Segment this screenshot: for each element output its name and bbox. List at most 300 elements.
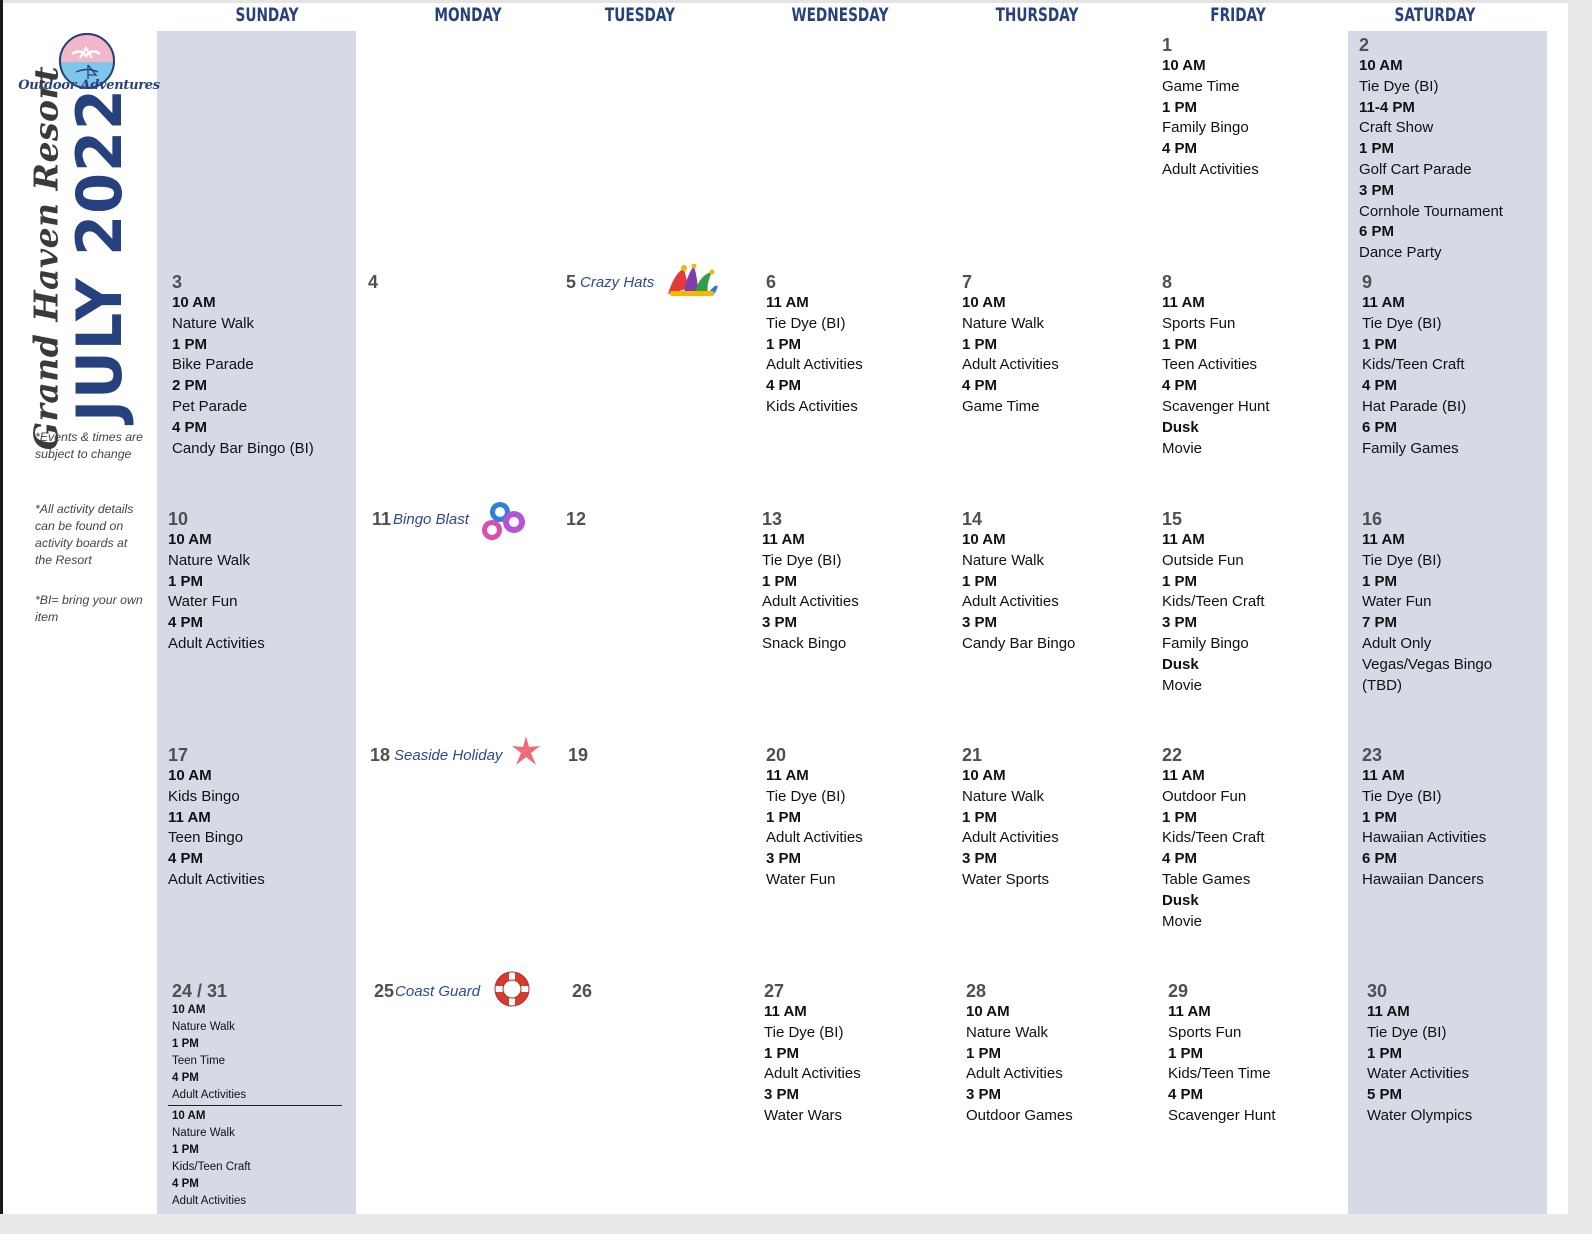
event	[762, 572, 957, 614]
theme-day-label: Crazy Hats	[580, 274, 655, 291]
event-name: Adult Activities	[766, 829, 863, 847]
note-activity-details: *All activity details can be found on activity boards at the Resort	[35, 502, 134, 567]
brand-name: Outdoor Adventures	[18, 78, 160, 93]
event	[1359, 139, 1554, 181]
event-time: 1 PM	[1362, 335, 1398, 353]
event-name: Family Bingo	[1162, 634, 1249, 652]
event-name: Adult Activities	[766, 356, 863, 374]
event-name: Pet Parade	[172, 397, 248, 415]
event	[1168, 1044, 1363, 1086]
event-name: Scavenger Hunt	[1168, 1106, 1276, 1124]
event	[1359, 98, 1554, 140]
event	[1162, 613, 1357, 655]
event-name: Adult Activities	[762, 593, 859, 611]
event-time: 1 PM	[762, 572, 798, 590]
event-name: Nature Walk	[172, 1021, 235, 1034]
event	[172, 335, 367, 377]
event-name: Sports Fun	[1162, 314, 1236, 332]
event	[1362, 766, 1557, 808]
event-time: 1 PM	[766, 808, 802, 826]
event-time: 1 PM	[766, 335, 802, 353]
event-name: Tie Dye (BI)	[1362, 551, 1442, 569]
event-time: 4 PM	[172, 418, 208, 436]
event-time: Dusk	[1162, 418, 1199, 436]
date-number: 16	[1362, 509, 1383, 529]
event-time: 6 PM	[1362, 418, 1398, 436]
event-time: 6 PM	[1362, 850, 1398, 868]
event	[1162, 572, 1357, 614]
event-name: Movie	[1162, 439, 1203, 457]
event	[168, 572, 363, 614]
event-time: 3 PM	[762, 614, 798, 632]
day-cell-21	[962, 746, 1157, 891]
event-name: Nature Walk	[962, 551, 1044, 569]
event-time: 11 AM	[766, 767, 809, 784]
event-name: Tie Dye (BI)	[1362, 787, 1442, 805]
day-cell-24-31	[172, 982, 367, 1210]
event-name: Family Games	[1362, 439, 1459, 457]
event-time: 4 PM	[172, 1072, 199, 1085]
event	[766, 293, 961, 335]
event	[1162, 418, 1357, 460]
date-number: 26	[572, 981, 593, 1001]
event-time: 10 AM	[1359, 57, 1403, 74]
event-time: 10 AM	[1162, 57, 1206, 74]
event-name: Outdoor Games	[966, 1106, 1073, 1124]
event-name: Water Activities	[1367, 1065, 1469, 1083]
day-cell-7	[962, 273, 1157, 418]
event-name: Teen Bingo	[168, 829, 244, 847]
date-number: 6	[766, 272, 777, 292]
event-name: Teen Time	[172, 1055, 226, 1068]
event-time: 1 PM	[966, 1044, 1002, 1062]
event-name: Nature Walk	[168, 551, 250, 569]
event	[762, 613, 957, 655]
day-cell-22	[1162, 746, 1357, 932]
event-name: Kids/Teen Craft	[1162, 829, 1265, 847]
event	[1162, 766, 1357, 808]
event-time: 1 PM	[168, 572, 204, 590]
event-time: 1 PM	[1162, 572, 1198, 590]
date-number: 9	[1362, 272, 1373, 292]
event-name: Kids Bingo	[168, 787, 240, 805]
date-number: 25	[374, 981, 395, 1001]
event-time: 10 AM	[168, 531, 212, 548]
date-number: 30	[1367, 981, 1388, 1001]
event-time: 3 PM	[766, 850, 802, 868]
event-time: 11 AM	[762, 531, 805, 548]
event-time: 11 AM	[1362, 531, 1405, 548]
event	[168, 613, 363, 655]
event	[172, 1176, 367, 1210]
header-monday: MONDAY	[434, 4, 502, 26]
event-name: Adult Activities	[172, 1195, 247, 1208]
event-time: 10 AM	[172, 294, 216, 311]
date-number: 22	[1162, 745, 1183, 765]
event-time: 7 PM	[1362, 614, 1398, 632]
event-time: 11 AM	[1362, 294, 1405, 311]
right-margin	[1568, 0, 1592, 1234]
jester-hat-icon	[664, 264, 720, 303]
day-cell-2	[1359, 36, 1554, 264]
event	[168, 766, 363, 808]
event	[1162, 849, 1357, 891]
event-time: 1 PM	[1362, 572, 1398, 590]
event-name: Water Sports	[962, 870, 1049, 888]
event	[962, 530, 1157, 572]
event	[1168, 1085, 1363, 1127]
date-number: 21	[962, 745, 983, 765]
event-name: Candy Bar Bingo	[962, 634, 1076, 652]
event-name: Kids/Teen Time	[1168, 1065, 1271, 1083]
day-cell-4	[368, 273, 563, 293]
date-number: 8	[1162, 272, 1173, 292]
event	[1162, 655, 1357, 697]
header-saturday: SATURDAY	[1394, 4, 1476, 26]
header-wednesday: WEDNESDAY	[791, 4, 889, 26]
event	[1362, 613, 1532, 696]
event-name: Adult Only Vegas/Vegas Bingo (TBD)	[1362, 634, 1493, 694]
day-cell-23	[1362, 746, 1557, 891]
header-tuesday: TUESDAY	[604, 4, 676, 26]
event-name: Nature Walk	[172, 314, 254, 332]
event-time: 10 AM	[962, 531, 1006, 548]
event-name: Craft Show	[1359, 119, 1434, 137]
event-time: Dusk	[1162, 891, 1199, 909]
event-time: 3 PM	[962, 614, 998, 632]
day-cell-28	[966, 982, 1161, 1127]
event-name: Outside Fun	[1162, 551, 1244, 569]
event	[1162, 139, 1357, 181]
left-border	[0, 0, 3, 1234]
event-time: 4 PM	[1362, 377, 1398, 395]
day-cell-6	[766, 273, 961, 418]
day-cell-10	[168, 510, 363, 655]
event-time: 3 PM	[1359, 181, 1395, 199]
event-time: 2 PM	[172, 377, 208, 395]
header-sunday: SUNDAY	[235, 4, 299, 26]
event	[962, 293, 1157, 335]
event-name: Adult Activities	[764, 1065, 861, 1083]
event	[168, 530, 363, 572]
week-divider-line	[168, 1105, 342, 1106]
event	[764, 1044, 959, 1086]
event-name: Cornhole Tournament	[1359, 202, 1503, 220]
event	[762, 530, 957, 572]
event	[766, 766, 961, 808]
event-name: Tie Dye (BI)	[1359, 77, 1439, 95]
event-time: 1 PM	[764, 1044, 800, 1062]
event	[172, 1036, 367, 1070]
event-time: 3 PM	[966, 1086, 1002, 1104]
note-subject-to-change: *Events & times are subject to change	[35, 430, 143, 461]
event-name: Family Bingo	[1162, 119, 1249, 137]
event	[168, 849, 363, 891]
event	[1367, 1002, 1562, 1044]
event	[1362, 335, 1557, 377]
event	[168, 808, 363, 850]
date-number: 4	[368, 272, 379, 292]
date-number: 27	[764, 981, 785, 1001]
event	[966, 1002, 1161, 1044]
event	[962, 613, 1157, 655]
event-name: Kids/Teen Craft	[1162, 593, 1265, 611]
day-cell-17	[168, 746, 363, 891]
event-time: 10 AM	[168, 767, 212, 784]
event-name: Adult Activities	[168, 634, 265, 652]
event	[1162, 293, 1357, 335]
event-time: 10 AM	[962, 767, 1006, 784]
event	[1162, 891, 1357, 933]
starfish-icon	[510, 734, 542, 773]
date-number: 2	[1359, 35, 1370, 55]
event-time: 1 PM	[1162, 808, 1198, 826]
event-time: 1 PM	[1362, 808, 1398, 826]
event-time: 11 AM	[1367, 1003, 1410, 1020]
event-time: 10 AM	[172, 1004, 206, 1016]
event-name: Water Fun	[168, 593, 238, 611]
theme-day-label: Coast Guard	[395, 983, 481, 1000]
event	[764, 1002, 959, 1044]
event-name: Nature Walk	[962, 787, 1044, 805]
event	[962, 376, 1157, 418]
event-name: Nature Walk	[962, 314, 1044, 332]
event-name: Teen Activities	[1162, 356, 1258, 374]
date-number: 12	[566, 509, 587, 529]
day-cell-26	[572, 982, 767, 1002]
date-number: 11	[372, 509, 392, 529]
day-cell-27	[764, 982, 959, 1127]
event	[766, 849, 961, 891]
event	[172, 1108, 367, 1142]
event	[1362, 376, 1557, 418]
event	[1362, 418, 1557, 460]
day-cell-12	[566, 510, 761, 530]
event-time: 10 AM	[962, 294, 1006, 311]
event	[1162, 530, 1357, 572]
event-name: Game Time	[1162, 77, 1240, 95]
event-time: 1 PM	[172, 1143, 199, 1156]
event	[1362, 293, 1557, 335]
event	[172, 418, 367, 460]
event-name: Snack Bingo	[762, 634, 847, 652]
event	[1367, 1044, 1562, 1086]
event	[1359, 56, 1554, 98]
month-title: JULY 2022	[63, 88, 136, 422]
event-name: Tie Dye (BI)	[766, 314, 846, 332]
event-name: Water Fun	[1362, 593, 1432, 611]
event-name: Tie Dye (BI)	[766, 787, 846, 805]
event-name: Tie Dye (BI)	[762, 551, 842, 569]
event	[962, 849, 1157, 891]
event	[1359, 222, 1554, 264]
event-name: Tie Dye (BI)	[764, 1023, 844, 1041]
date-number: 20	[766, 745, 787, 765]
day-cell-19	[568, 746, 763, 766]
event	[1162, 376, 1357, 418]
event	[1359, 181, 1554, 223]
event-name: Game Time	[962, 397, 1040, 415]
event-time: 1 PM	[172, 1038, 199, 1051]
month-title-wrap	[63, 79, 136, 430]
event-name: Nature Walk	[172, 1126, 235, 1139]
event-time: Dusk	[1162, 655, 1199, 673]
event	[172, 1002, 367, 1036]
event-time: 1 PM	[1367, 1044, 1403, 1062]
day-cell-14	[962, 510, 1157, 655]
date-number: 23	[1362, 745, 1383, 765]
theme-day-label: Bingo Blast	[393, 511, 469, 528]
event-name: Kids Activities	[766, 397, 858, 415]
event-name: Sports Fun	[1168, 1023, 1242, 1041]
day-cell-16	[1362, 510, 1532, 696]
event-name: Table Games	[1162, 870, 1251, 888]
note-bring-item: *BI= bring your own item	[35, 593, 143, 624]
event-time: 11-4 PM	[1359, 98, 1415, 116]
date-number: 14	[962, 509, 983, 529]
day-cell-3	[172, 273, 367, 459]
event-time: 4 PM	[766, 377, 802, 395]
bingo-balls-icon	[478, 500, 528, 547]
event-time: 4 PM	[168, 614, 204, 632]
event-name: Hawaiian Dancers	[1362, 870, 1484, 888]
event-time: 1 PM	[1162, 335, 1198, 353]
event-name: Kids/Teen Craft	[1362, 356, 1465, 374]
event-name: Candy Bar Bingo (BI)	[172, 439, 314, 457]
event	[962, 572, 1157, 614]
date-number: 3	[172, 272, 183, 292]
event-time: 1 PM	[962, 335, 998, 353]
event-name: Adult Activities	[1162, 160, 1259, 178]
event-time: 11 AM	[1162, 767, 1205, 784]
date-number: 17	[168, 745, 189, 765]
date-number: 1	[1162, 35, 1173, 55]
event-time: 11 AM	[766, 294, 809, 311]
event	[766, 335, 961, 377]
event	[1362, 849, 1557, 891]
event-name: Dance Party	[1359, 244, 1442, 262]
event	[962, 335, 1157, 377]
event-time: 11 AM	[1168, 1003, 1211, 1020]
event-name: Hat Parade (BI)	[1362, 397, 1467, 415]
event-name: Bike Parade	[172, 356, 254, 374]
date-number: 10	[168, 509, 189, 529]
date-number: 13	[762, 509, 783, 529]
date-number: 24 / 31	[172, 981, 228, 1001]
day-cell-25	[374, 982, 569, 1002]
event-name: Scavenger Hunt	[1162, 397, 1270, 415]
event-time: 1 PM	[962, 808, 998, 826]
day-cell-11	[372, 510, 567, 530]
event	[1162, 56, 1357, 98]
event-name: Adult Activities	[962, 356, 1059, 374]
event-time: 4 PM	[962, 377, 998, 395]
date-number: 19	[568, 745, 589, 765]
event-time: 3 PM	[1162, 614, 1198, 632]
event-time: 4 PM	[1162, 377, 1198, 395]
event-time: 4 PM	[1162, 140, 1198, 158]
event-name: Hawaiian Activities	[1362, 829, 1487, 847]
event-time: 4 PM	[1162, 850, 1198, 868]
life-ring-icon	[492, 969, 532, 1014]
event-name: Adult Activities	[962, 829, 1059, 847]
event-time: 10 AM	[172, 1109, 206, 1122]
header-friday: FRIDAY	[1210, 4, 1266, 26]
event	[1162, 98, 1357, 140]
event-name: Water Wars	[764, 1106, 843, 1124]
date-number: 29	[1168, 981, 1189, 1001]
event-time: 3 PM	[962, 850, 998, 868]
day-cell-1	[1162, 36, 1357, 181]
event-time: 11 AM	[764, 1003, 807, 1020]
event-name: Adult Activities	[168, 870, 265, 888]
event-time: 1 PM	[962, 572, 998, 590]
event-time: 4 PM	[172, 1177, 199, 1190]
event	[1362, 808, 1557, 850]
event-name: Outdoor Fun	[1162, 787, 1247, 805]
event-name: Kids/Teen Craft	[172, 1160, 251, 1173]
date-number: 5	[566, 272, 577, 292]
event-name: Tie Dye (BI)	[1362, 314, 1442, 332]
event-name: Adult Activities	[966, 1065, 1063, 1083]
day-cell-29	[1168, 982, 1363, 1127]
event	[966, 1044, 1161, 1086]
event-time: 1 PM	[1168, 1044, 1204, 1062]
event	[1162, 335, 1357, 377]
event-name: Golf Cart Parade	[1359, 160, 1472, 178]
event-name: Nature Walk	[966, 1023, 1048, 1041]
event	[766, 376, 961, 418]
date-number: 18	[370, 745, 391, 765]
event-name: Adult Activities	[962, 593, 1059, 611]
date-number: 7	[962, 272, 973, 292]
day-cell-13	[762, 510, 957, 655]
event	[1362, 530, 1532, 572]
event	[766, 808, 961, 850]
date-number: 15	[1162, 509, 1183, 529]
day-cell-30	[1367, 982, 1562, 1127]
event-name: Adult Activities	[172, 1089, 247, 1102]
event	[172, 293, 367, 335]
event	[764, 1085, 959, 1127]
event-name: Movie	[1162, 676, 1203, 694]
event	[172, 376, 367, 418]
event-time: 11 AM	[1362, 767, 1405, 784]
day-cell-15	[1162, 510, 1357, 696]
event-time: 5 PM	[1367, 1086, 1403, 1104]
event-time: 11 AM	[1162, 294, 1205, 311]
event	[172, 1142, 367, 1176]
event	[1162, 808, 1357, 850]
event	[172, 1070, 367, 1104]
event	[1362, 572, 1532, 614]
top-border	[0, 0, 1568, 3]
event-time: 6 PM	[1359, 223, 1395, 241]
theme-day-label: Seaside Holiday	[394, 747, 503, 764]
date-number: 28	[966, 981, 987, 1001]
event-time: 11 AM	[168, 808, 211, 826]
event-name: Tie Dye (BI)	[1367, 1023, 1447, 1041]
event	[966, 1085, 1161, 1127]
day-cell-8	[1162, 273, 1357, 459]
event-time: 10 AM	[966, 1003, 1010, 1020]
event-time: 4 PM	[1168, 1086, 1204, 1104]
event	[1367, 1085, 1562, 1127]
event-name: Water Fun	[766, 870, 836, 888]
event-name: Water Olympics	[1367, 1106, 1473, 1124]
day-cell-9	[1362, 273, 1557, 459]
event-time: 4 PM	[168, 850, 204, 868]
